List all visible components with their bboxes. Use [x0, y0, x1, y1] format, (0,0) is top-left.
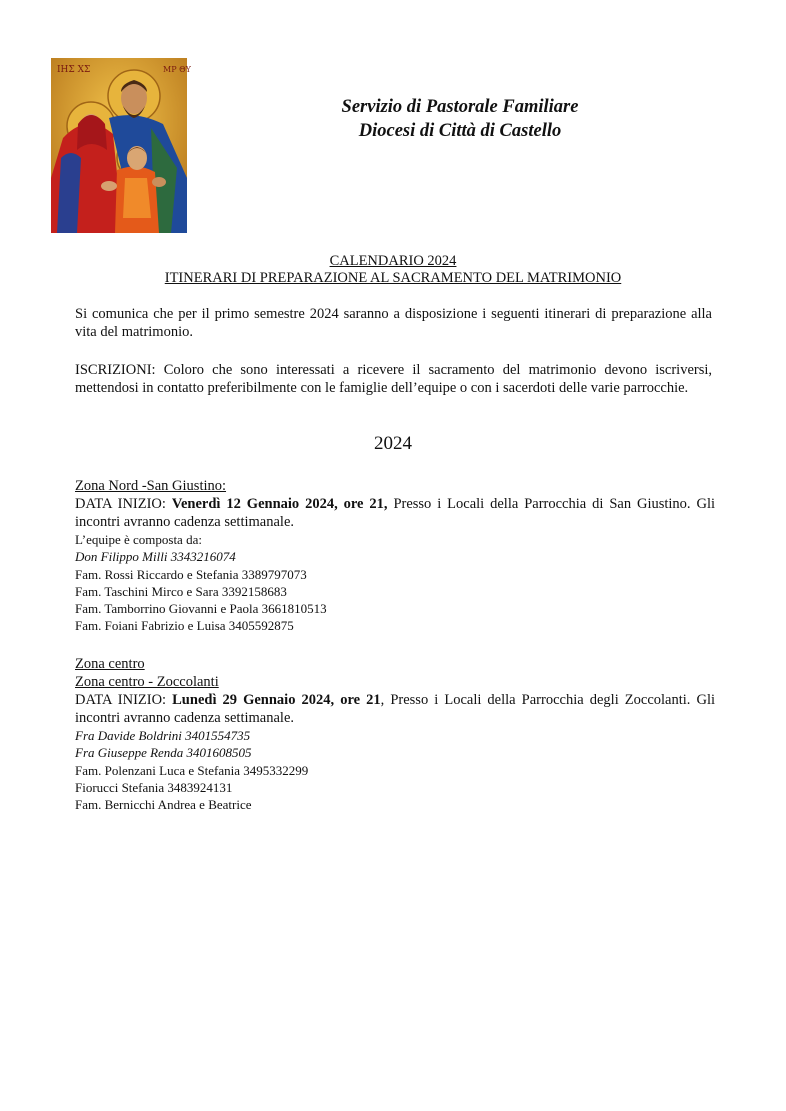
- zone-heading: Zona Nord -San Giustino:: [75, 478, 227, 494]
- priest-entry: Don Filippo Milli 3343216074: [75, 549, 236, 565]
- zone-centro: [75, 655, 715, 813]
- family-entry: Fiorucci Stefania 3483924131: [75, 779, 233, 795]
- header-line-1: Servizio di Pastorale Familiare: [341, 97, 579, 117]
- priest-entry: Fra Giuseppe Renda 3401608505: [75, 745, 252, 761]
- icon-inscription-left: ΙΗΣ ΧΣ: [57, 65, 91, 75]
- holy-family-icon: [51, 58, 191, 233]
- priest-entry: Fra Davide Boldrini 3401554735: [75, 728, 251, 743]
- zone-subheading: Zona centro - Zoccolanti: [75, 674, 219, 690]
- family-entry: Fam. Tamborrino Giovanni e Paola 3661810513: [75, 601, 327, 617]
- zone-date: DATA INIZIO: Lunedì 29 Gennaio 2024, ore 21, Presso i Locali della Parrocchia degli Zoccolanti. Gli incontri avranno cadenza settimanale.: [75, 692, 715, 726]
- zone-date: DATA INIZIO: Venerdì 12 Gennaio 2024, ore 21, Presso i Locali della Parrocchia di San Giustino. Gli incontri avranno cadenza settimanale.: [75, 496, 715, 530]
- family-entry: Fam. Foiani Fabrizio e Luisa 3405592875: [75, 618, 294, 634]
- header-line-2: Diocesi di Città di Castello: [358, 121, 562, 141]
- zone-heading: Zona centro: [75, 656, 145, 672]
- family-entry: Fam. Bernicchi Andrea e Beatrice: [75, 797, 252, 813]
- family-entry: Fam. Rossi Riccardo e Stefania 3389797073: [75, 566, 307, 582]
- intro-paragraph: Si comunica che per il primo semestre 2024 saranno a disposizione i seguenti itinerari di preparazione alla vita del matrimonio.: [75, 306, 712, 340]
- title-line-1: CALENDARIO 2024: [329, 253, 457, 269]
- zone-nord: [75, 477, 715, 635]
- icon-inscription-right: ΜΡ ΘΥ: [163, 65, 191, 74]
- year-heading: 2024: [374, 433, 412, 454]
- family-entry: Fam. Taschini Mirco e Sara 3392158683: [75, 583, 287, 599]
- equipe-label: L’equipe è composta da:: [75, 532, 202, 547]
- iscrizioni-paragraph: ISCRIZIONI: Coloro che sono interessati a ricevere il sacramento del matrimonio devono iscriversi, mettendosi in contatto preferibilmente con le famiglie dell’equipe o con i sacerdoti delle varie parrocchie.: [75, 362, 712, 396]
- title-line-2: ITINERARI DI PREPARAZIONE AL SACRAMENTO DEL MATRIMONIO: [164, 270, 622, 286]
- header: [280, 95, 640, 143]
- family-entry: Fam. Polenzani Luca e Stefania 3495332299: [75, 762, 309, 778]
- document-title: [0, 253, 786, 287]
